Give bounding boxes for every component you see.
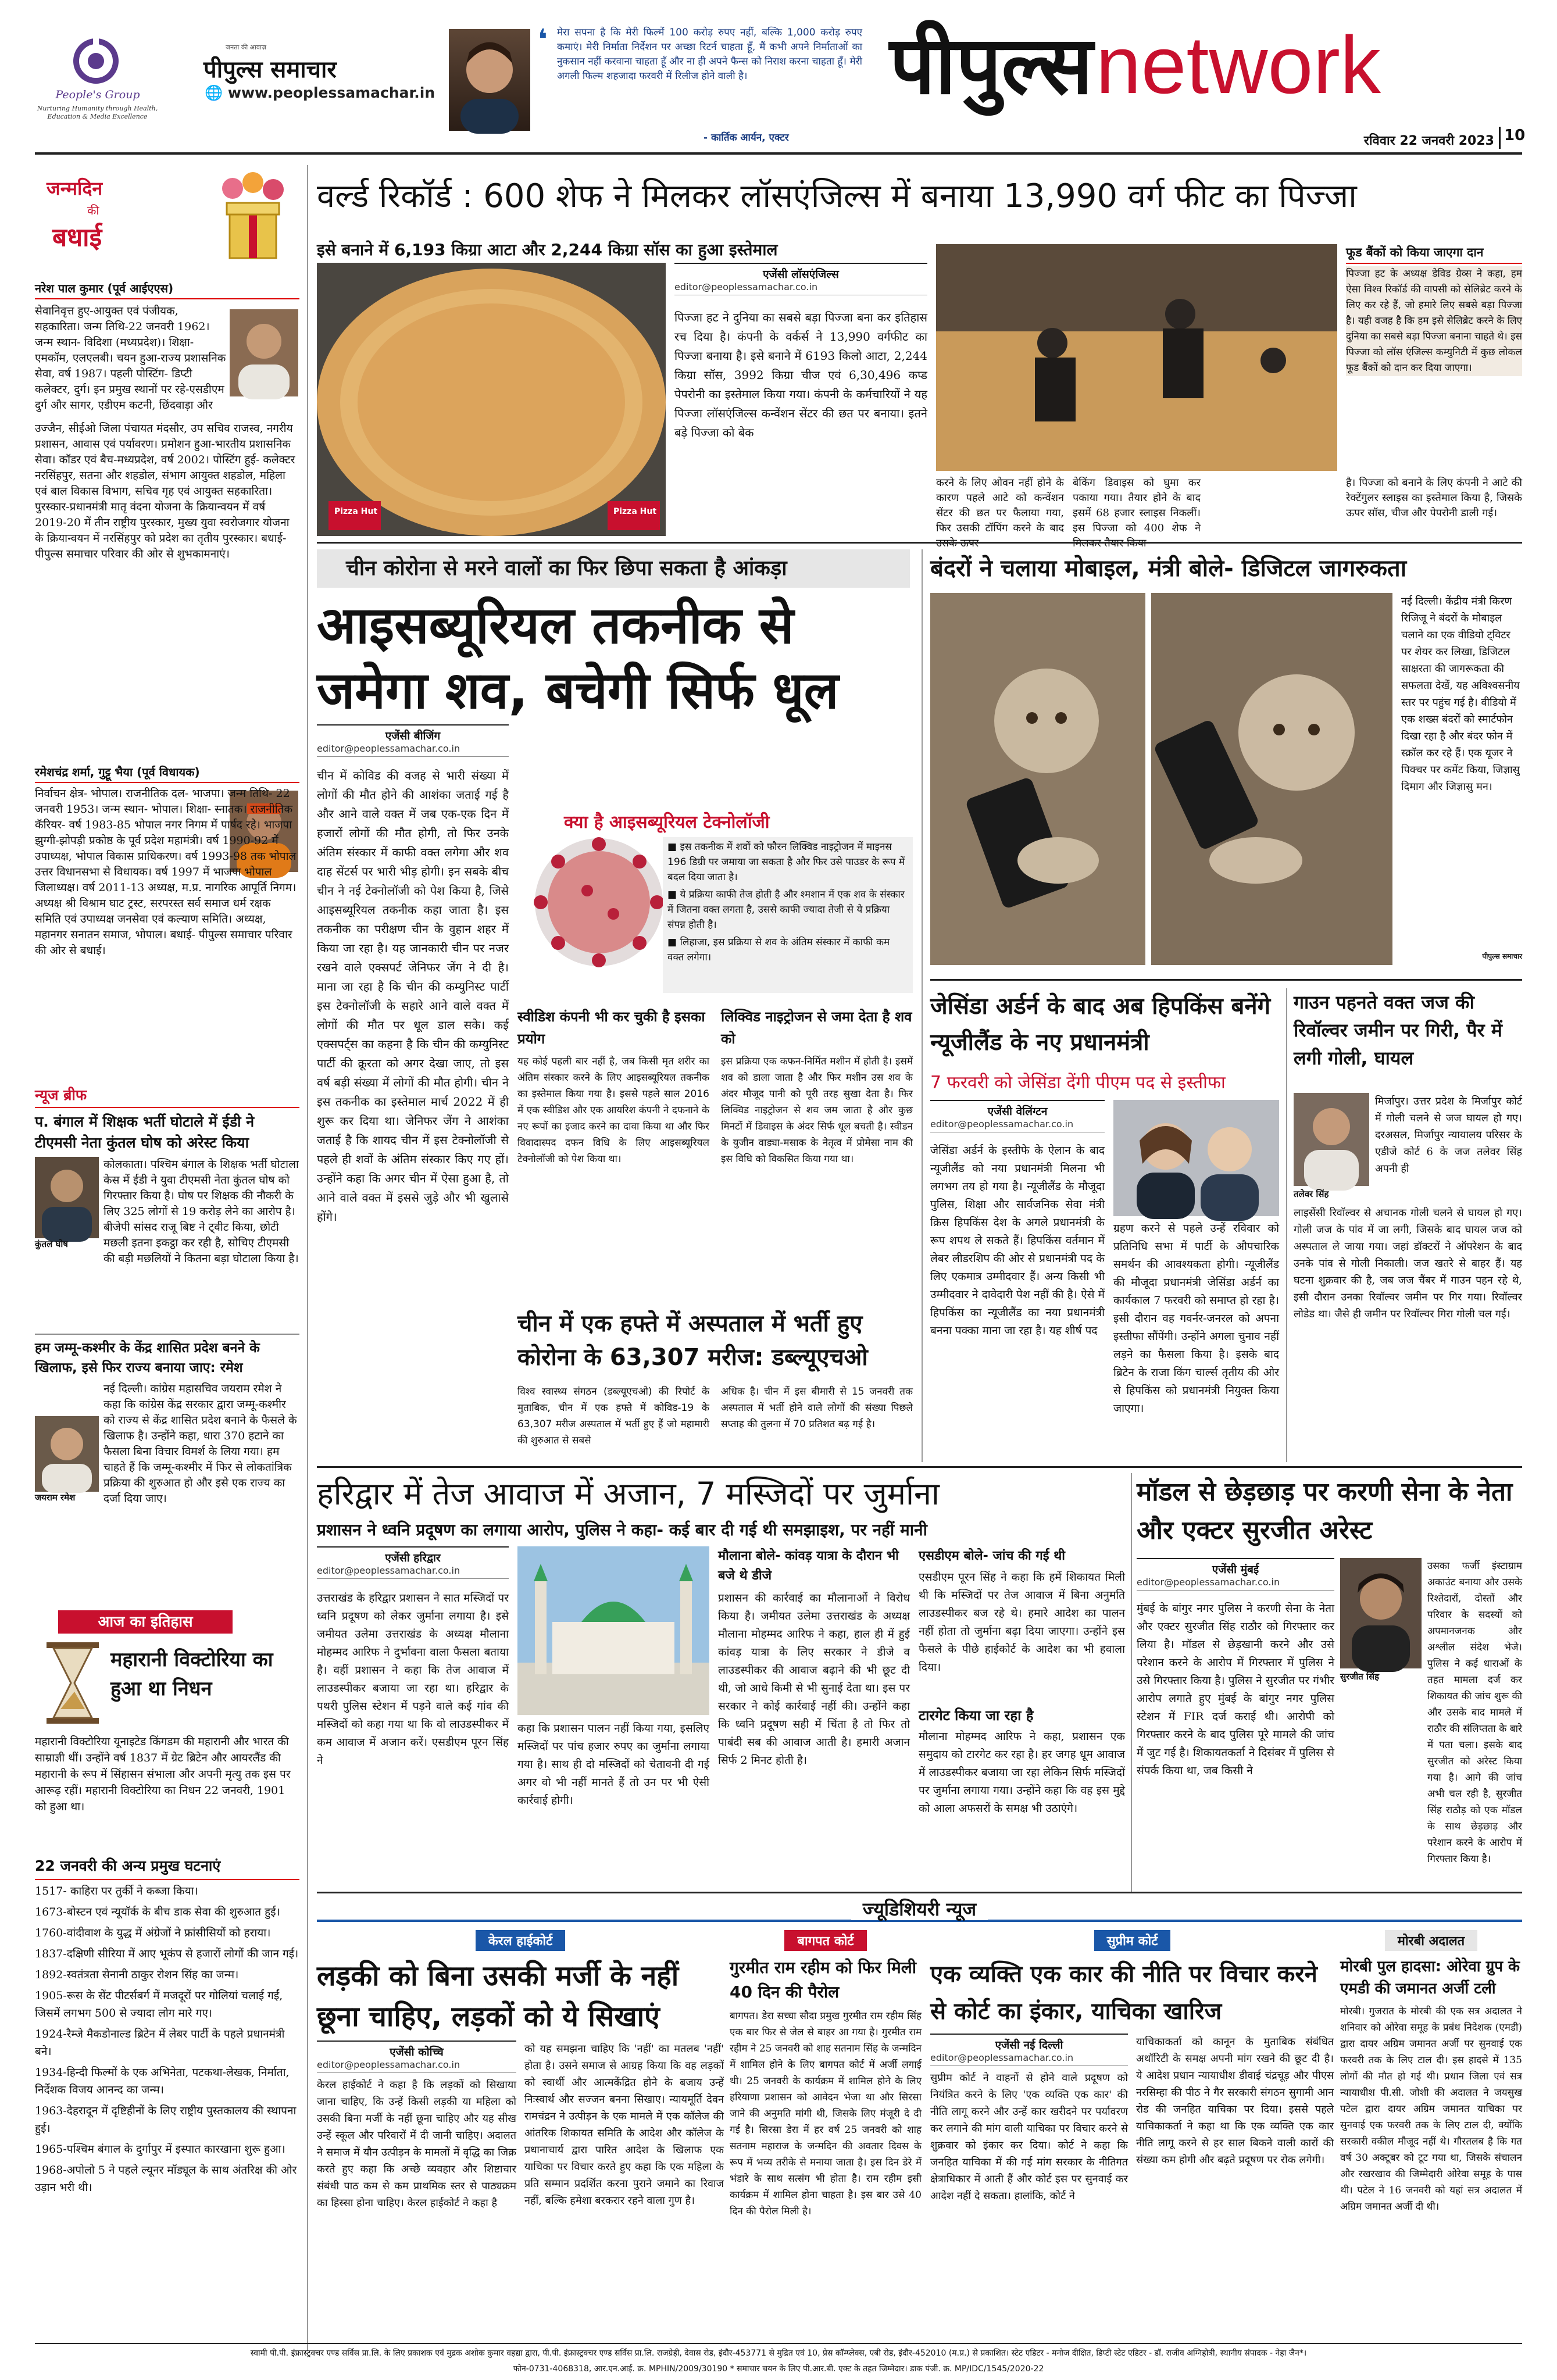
judiciary-top-rule (317, 1892, 1522, 1893)
kerala-email: editor@peoplessamachar.co.in (317, 2059, 460, 2070)
events-list (35, 1882, 299, 2347)
nz-text-1: जेसिंडा अर्डर्न के इस्तीफे के ऐलान के बाद न्यूजीलैंड को नया प्रधानमंत्री मिलना भी लगभग तय हो गया है। न्यूजीलैंड के मौजूदा पुलिस, शिक्षा और सार्वजनिक सेवा मंत्री क्रिस हिपकिंस देश के अगले प्रधानमंत्री के रूप शपथ ले सकते हैं। हिपकिंस वर्तमान में लेबर लीडरशिप की ओर से प्रधानमंत्री पद के लिए एकमात्र उम्मीदवार हैं। अन्य किसी भी उम्मीदवार ने दावेदारी पेश नहीं की है। ऐसे में हिपकिंस का न्यूजीलैंड का नया प्रधानमंत्री बनना पक्का माना जा रहा है। यह शीर्ष पद (930, 1144, 1105, 1337)
karni-byline: एजेंसी मुंबई (1212, 1563, 1259, 1576)
morbi-tag: मोरबी अदालत (1385, 1930, 1477, 1951)
nz-subhead: 7 फरवरी को जेसिंडा देंगी पीएम पद से इस्तीफा (930, 1073, 1226, 1093)
liquid-title: लिक्विड नाइट्रोजन से जमा देता है शव को (721, 1009, 912, 1047)
icebury-point-text: इस तकनीक में शवों को फौरन लिक्विड नाइट्रोजन में माइनस 196 डिग्री पर जमाया जा सकता है और फिर उसे पाउडर के रूप में बदल दिया जाता है। (667, 841, 905, 883)
kerala-columns (317, 2040, 724, 2303)
karni-text: मुंबई के बांगुर नगर पुलिस ने करणी सेना के नेता और एक्टर सुरजीत सिंह राठौर को गिरफ्तार कर लिया है। मॉडल से छेड़खानी करने और उसे परेशान करने के आरोप में गिरफ्तार में पुलिस ने उसे गिरफ्तार किया है। पुलिस ने सुरजीत पर गंभीर आरोप लगाते हुए मुंबई के बांगुर नगर पुलिस स्टेशन में FIR दर्ज कराई थी। आरोपी को गिरफ्तार करने के बाद पुलिस पूरे मामले की जांच में जुट गई है। शिकायतकर्ता ने दिसंबर में पुलिस से संपर्क किया था, जब किसी ने (1137, 1602, 1334, 1777)
supreme-email: editor@peoplessamachar.co.in (930, 2052, 1074, 2063)
news-brief-text-2: नई दिल्ली। कांग्रेस महासचिव जयराम रमेश ने कहा कि कांग्रेस केंद्र सरकार द्वारा जम्मू-कश्मीर को राज्य से केंद्र शासित प्रदेश बनाने के फैसले के खिलाफ है। उन्होंने कहा, धारा 370 हटाने का फैसला बिना विचार विमर्श के लिया गया। हम चाहते हैं कि जम्मू-कश्मीर में फिर से लोकतांत्रिक प्रक्रिया की शुरुआत हो और इसे एक राज्य का दर्जा दिया जाए। (103, 1382, 297, 1505)
event-item: 1905-रूस के सेंट पीटर्सबर्ग में मजदूरों पर गोलियां चलाई गईं, जिसमें लगभग 500 से ज्यादा लोग मारे गए। (35, 1989, 283, 2020)
event-item: 1963-देहरादून में दृष्टिहीनों के लिए राष्ट्रीय पुस्तकालय की स्थापना हुई। (35, 2104, 297, 2135)
icebury-point-text: ये प्रक्रिया काफी तेज होती है और श्मशान में एक शव के संस्कार में जितना वक्त लगता है, उससे काफी ज्यादा तेजी से ये प्रक्रिया संपन्न होती है। (667, 889, 905, 931)
actor-silhouette-icon (449, 29, 530, 131)
haridwar-text-2: कहा कि प्रशासन पालन नहीं किया गया, इसलिए मस्जिदों पर पांच हजार रुपए का जुर्माना लगाया गया है। साथ ही दो मस्जिदों को चेतावनी दी गई अगर वो भी नहीं मानते हैं तो उन पर भी ऐसी कार्रवाई होगी। (517, 1722, 709, 1807)
supreme-col-1 (930, 2034, 1128, 2302)
event-item: 1934-हिन्दी फिल्मों के एक अभिनेता, पटकथा-लेखक, निर्माता, निर्देशक विजय आनन्द का जन्म। (35, 2066, 290, 2096)
network-hindi: पीपुल्स (890, 19, 1093, 112)
event-item: 1673-बोस्टन एवं न्यूयॉर्क के बीच डाक सेवा की शुरुआत हुई। (35, 1906, 280, 1918)
icebury-point: ■ लिहाजा, इस प्रक्रिया से शव के अंतिम संस्कार में काफी कम वक्त लगेगा। (667, 937, 890, 963)
covid-text-2: अधिक है। चीन में इस बीमारी से 15 जनवरी तक अस्पताल में भर्ती होने वाले लोगों की संख्या पिछले सप्ताह की तुलना में 70 प्रतिशत बढ़ गई है। (721, 1386, 913, 1430)
kerala-headline: लड़की को बिना उसकी मर्जी के नहीं छूना चाहिए, लड़कों को ये सिखाएं (317, 1960, 679, 2033)
footer-rule (35, 2343, 1522, 2344)
sidebar-divider (307, 165, 308, 2351)
china-kicker: चीन कोरोना से मरने वालों का फिर छिपा सकता है आंकड़ा (317, 549, 910, 588)
food-bank-title: फूड बैंकों को किया जाएगा दान (1346, 244, 1522, 264)
monkey-photo-1 (930, 593, 1145, 965)
globe-icon: 🌐 (205, 84, 228, 101)
virus-icon (517, 809, 680, 993)
masthead-rule (35, 152, 1522, 155)
kerala-tag: केरल हाईकोर्ट (476, 1930, 565, 1951)
event-item: 1924-रैम्जे मैकडोनाल्ड ब्रिटेन में लेबर पार्टी के पहले प्रधानमंत्री बने। (35, 2028, 285, 2058)
news-brief-headline-2: हम जम्मू-कश्मीर के केंद्र शासित प्रदेश बनने के खिलाफ, इसे फिर राज्य बनाया जाए: रमेश (35, 1334, 299, 1378)
swedish-title: स्वीडिश कंपनी भी कर चुकी है इसका प्रयोग (517, 1009, 705, 1047)
judge-caption: तलेवर सिंह (1294, 1189, 1329, 1199)
events-title: 22 जनवरी की अन्य प्रमुख घटनाएं (35, 1856, 299, 1880)
china-right-divider (922, 549, 923, 1462)
karni-photo (1340, 1558, 1422, 1668)
nz-headline: जेसिंडा अर्डर्न के बाद अब हिपकिंस बनेंगे न्यूजीलैंड के नए प्रधानमंत्री (930, 993, 1271, 1056)
event-item: 1837-दक्षिणी सीरिया में आए भूकंप से हजारों लोगों की जान गई। (35, 1947, 299, 1960)
quote-author: - कार्तिक आर्यन, एक्टर (703, 132, 789, 144)
event-item: 1517- काहिरा पर तुर्की ने कब्जा किया। (35, 1885, 198, 1897)
pizza-byline-block (674, 263, 927, 299)
karni-caption: सुरजीत सिंह (1340, 1671, 1380, 1682)
birthday-header (35, 165, 299, 270)
network-title (890, 13, 1547, 123)
group-tagline: Nurturing Humanity through Health, Education & Media Excellence (37, 105, 158, 120)
karni-text-2: उसका फर्जी इंस्टाग्राम अकाउंट बनाया और उसके रिश्तेदारों, दोस्तों और परिवार के सदस्यों को अपमानजनक और अश्लील संदेश भेजे। पुलिस ने कई धाराओं के तहत मामला दर्ज कर शिकायत की जांच शुरू की और उसके बाद मामले में राठौर की संलिप्तता के बारे में पता चला। इसके बाद सुरजीत को अरेस्ट किया गया है। आगे की जांच अभी चल रही है, सुरजीत सिंह राठौड़ को एक मॉडल के साथ छेड़छाड़ और परेशान करने के आरोप में गिरफ्तार किया है। (1427, 1560, 1522, 1865)
karni-headline: मॉडल से छेड़छाड़ पर करणी सेना के नेता और एक्टर सुरजीत अरेस्ट (1137, 1477, 1513, 1545)
masthead (0, 0, 1557, 150)
history-box (35, 1610, 299, 2349)
supreme-headline: एक व्यक्ति एक कार की नीति पर विचार करने से कोर्ट का इंकार, याचिका खारिज (930, 1961, 1317, 2025)
nz-text-2: ग्रहण करने से पहले उन्हें रविवार को प्रतिनिधि सभा में पार्टी के औपचारिक समर्थन की आवश्यकता होगी। न्यूजीलैंड की मौजूदा प्रधानमंत्री जेसिंडा अर्डर्न का कार्यकाल 7 फरवरी को समाप्त हो रहा है। इसी दौरान वह गवर्नर-जनरल को अपना इस्तीफा सौंपेंगी। उन्होंने अगला चुनाव नहीं लड़ने का फैसला किया है। इसके बाद ब्रिटेन के राजा किंग चार्ल्स तृतीय की ओर से हिपकिंस को प्रधानमंत्री नियुक्त किया जाएगा। (1113, 1222, 1279, 1415)
icebury-point: ■ ये प्रक्रिया काफी तेज होती है और श्मशान में एक शव के संस्कार में जितना वक्त लगता है, उससे काफी ज्यादा तेजी से ये प्रक्रिया संपन्न होती है। (667, 889, 905, 931)
judge-photo (1294, 1093, 1369, 1186)
judge-text-1: मिर्जापुर। उत्तर प्रदेश के मिर्जापुर कोर्ट में गोली चलने से जज घायल हो गए। दरअसल, मिर्जापुर न्यायालय परिसर के एडीजे कोर्ट 6 के जज तलेवर सिंह अपनी ही (1375, 1095, 1522, 1175)
morbi-text: मोरबी। गुजरात के मोरबी की एक सत्र अदालत ने शनिवार को ओरेवा समूह के प्रबंध निदेशक (एमडी) द्वारा दायर अग्रिम जमानत अर्जी पर सुनवाई एक फरवरी तक के लिए टाल दी। इस हादसे में 135 लोगों की मौत हो गई थी। प्रधान जिला एवं सत्र न्यायाधीश पी.सी. जोशी की अदालत ने जयसुख पटेल द्वारा दायर अग्रिम जमानत याचिका पर सुनवाई एक फरवरी तक के लिए टाल दी, क्योंकि सरकारी वकील मौजूद नहीं थे। गौरतलब है कि गत वर्ष 30 अक्टूबर को टूट गया था, जिसके संचालन और रखरखाव की जिम्मेदारी ओरेवा समूह के पास थी। पटेल ने 16 जनवरी को यहां सत्र अदालत में अग्रिम जमानत अर्जी दी थी। (1340, 2006, 1522, 2213)
pizza-byline: एजेंसी लॉसएंजिल्स (763, 268, 839, 281)
page-number: 10 (1499, 127, 1522, 149)
haridwar-subhead: प्रशासन ने ध्वनि प्रदूषण का लगाया आरोप, पुलिस ने कहा- कई बार दी गई थी समझाइश, पर नहीं मानी (317, 1520, 927, 1539)
sdm-title: एसडीएम बोले- जांच की गई थी (919, 1549, 1065, 1563)
covid-text-1: विश्व स्वास्थ्य संगठन (डब्ल्यूएचओ) की रिपोर्ट के मुताबिक, चीन में एक हफ्ते में कोविड-19 के 63,307 मरीज अस्पताल में भर्ती हुए हैं जो महामारी की शुरुआत से सबसे (517, 1386, 709, 1446)
news-brief-item-2 (35, 1381, 299, 1541)
nz-email: editor@peoplessamachar.co.in (930, 1118, 1074, 1130)
news-brief-item-1 (35, 1157, 299, 1325)
news-brief (35, 1086, 299, 1598)
group-name: People's Group (55, 88, 140, 101)
event-item: 1760-वांदीवाश के युद्ध में अंग्रेजों ने फ्रांसीसियों को हराया। (35, 1927, 271, 1939)
judge-headline: गाउन पहनते वक्त जज की रिवॉल्वर जमीन पर गिरी, पैर में लगी गोली, घायल (1294, 991, 1502, 1069)
history-label: आज का इतिहास (58, 1610, 233, 1634)
event-item: 1965-पश्चिम बंगाल के दुर्गापुर में इस्पात कारखाना शुरू हुआ। (35, 2143, 285, 2156)
judiciary-banner-text: ज्यूडिशियरी न्यूज (851, 1898, 988, 1920)
birthday-person-1-photo (230, 309, 298, 396)
target-text: मौलाना मोहम्मद आरिफ ने कहा, प्रशासन एक समुदाय को टारगेट कर रहा है। हर जगह धूम आवाज में लाउडस्पीकर बजाया जा रहा लेकिन सिर्फ मस्जिदों पर जुर्माना लगाया गया। उन्होंने कहा कि वह इस मुद्दे को आला अफसरों के समक्ष भी उठाएंगे। (919, 1730, 1125, 1815)
date-line: रविवार 22 जनवरी 2023 (1363, 134, 1494, 148)
network-en: network (1095, 19, 1381, 110)
food-bank-box (1346, 244, 1522, 471)
quote-text: मेरा सपना है कि मेरी फिल्में 100 करोड़ रुपए नहीं, बल्कि 1,000 करोड़ रुपए कमाएं। मेरी निर्माता निर्देशन पर अच्छा रिटर्न चाहता हूँ, मैं कभी अपने निर्माताओं का नुकसान नहीं करवाना चाहता हूँ और ना ही अपने फैन्स को निराश करना चाहता हूँ। मेरी अगली फिल्म शहजादा फरवरी में रिलीज होने वाली है। (557, 27, 862, 82)
china-headline: आइसब्यूरियल तकनीक से जमेगा शव, बचेगी सिर्फ धूल (317, 595, 839, 720)
kerala-text-2: को यह समझना चाहिए कि 'नहीं' का मतलब 'नहीं' होता है। उसने समाज से आग्रह किया कि वह लड़कों को स्वार्थी और आत्मकेंद्रित होने के बजाय उन्हें निःस्वार्थ और सज्जन बनना सिखाए। न्यायमूर्ति देवन रामचंद्रन ने उत्पीड़न के एक मामले में एक कॉलेज की आंतरिक शिकायत समिति के आदेश और कॉलेज के प्रधानाचार्य द्वारा पारित आदेश के खिलाफ एक याचिका पर विचार करते हुए कहा कि एक महिला के प्रति सम्मान प्रदर्शित करना पुराने जमाने का रिवाज नहीं, बल्कि हमेशा बरकरार रहने वाला गुण है। (524, 2043, 724, 2207)
birthday-person-1-name: नरेश पाल कुमार (पूर्व आईएएस) (35, 280, 299, 299)
birthday-title-3: बधाई (52, 223, 102, 252)
kerala-col-1 (317, 2040, 516, 2303)
news-brief-caption-1: कुंतल घोष (35, 1239, 68, 1249)
birthday-box (35, 165, 299, 1060)
birthday-person-2-text: निर्वाचन क्षेत्र- भोपाल। राजनीतिक दल- भाजपा। जन्म तिथि- 22 जनवरी 1953। जन्म स्थान- भोपाल। शिक्षा- स्नातक। राजनीतिक कॅरियर- वर्ष 1983-85 भोपाल नगर निगम में पार्षद रहे। भाजपा झुग्गी-झोपड़ी प्रकोष्ठ के पूर्व प्रदेश महामंत्री। वर्ष 1990-92 में उपाध्यक्ष, भोपाल विकास प्राधिकरण। वर्ष 1993-98 तक भोपाल उत्तर विधानसभा से विधायक। वर्ष 1997 में भाजपा भोपाल जिलाध्यक्ष। वर्ष 2011-13 अध्यक्ष, म.प्र. नागरिक आपूर्ति निगम। अध्यक्ष श्री विश्राम घाट ट्रस्ट, सरपरस्त सर्व समाज धर्म रक्षक समिति एवं उपाध्यक्ष जनसेवा एवं कल्याण समिति। अध्यक्ष, महानगर सनातन समाज, भोपाल। बधाई- पीपुल्स समाचार परिवार की ओर से बधाई। (35, 787, 297, 957)
news-brief-text-1: कोलकाता। पश्चिम बंगाल के शिक्षक भर्ती घोटाला केस में ईडी ने युवा टीएमसी नेता कुंतल घोष को गिरफ्तार किया है। घोष पर शिक्षक की नौकरी के लिए 325 लोगों से 19 करोड़ लेने का आरोप है। बीजेपी सांसद राजू बिष्ट ने ट्वीट किया, छोटी मछली इतना इकट्ठा कर रही है, सोचिए टीएमसी की बड़ी मछलियों ने कितना बड़ा घोटाला किया है। (103, 1158, 299, 1265)
pizza-text-1: पिज्जा हट ने दुनिया का सबसे बड़ा पिज्जा बना कर इतिहास रच दिया है। कंपनी के वर्कर्स ने 13,990 वर्गफीट का पिज्जा बनाया है। इसे बनाने में 6193 किलो आटा, 2,244 किग्रा सॉस, 3992 किग्रा चीज एवं 6,30,496 कप्ड पेपरोनी का इस्तेमाल किया गया। कंपनी के कर्मचारियों ने यह पिज्जा लॉसएंजिल्स कन्वेंशन सेंटर की छत पर बनाया। इतने बड़े पिज्जा को बेक (674, 310, 927, 439)
supreme-tag: सुप्रीम कोर्ट (1094, 1930, 1171, 1951)
swedish-text: यह कोई पहली बार नहीं है, जब किसी मृत शरीर का अंतिम संस्कार करने के लिए आइसब्यूरियल तकनीक का इस्तेमाल किया गया है। इससे पहले साल 2016 में एक स्वीडिश और एक आयरिश कंपनी ने दफनाने के नए रूपों का इजाद करने का दावा किया था और फिर विवादास्पद दफन विधि के लिए आइसब्यूरियल टेक्नोलॉजी को पेश किया था। (517, 1056, 709, 1165)
haridwar-byline: एजेंसी हरिद्वार (385, 1552, 441, 1564)
morbi-story (1340, 1930, 1522, 2331)
samachar-url (205, 84, 437, 102)
quote-mark-icon: ❛ (538, 23, 548, 56)
history-title: महारानी विक्टोरिया का हुआ था निधन (110, 1648, 273, 1700)
news-brief-photo-1 (35, 1157, 99, 1325)
birthday-person-1-text: सेवानिवृत्त हुए-आयुक्त एवं पंजीयक, सहकारिता। जन्म तिथि-22 जनवरी 1962। जन्म स्थान- विदिशा (मध्यप्रदेश)। शिक्षा- एमकॉम, एलएलबी। चयन हुआ-राज्य प्रशासनिक सेवा, वर्ष 1987। पहली पोस्टिंग- डिप्टी कलेक्टर, दुर्ग। इन प्रमुख स्थानों पर रहे-एसडीएम दुर्ग और सागर, एडीएम कटनी, छिंदवाड़ा और (35, 305, 226, 412)
footer-imprint: स्वामी पी.पी. इंफ्रास्ट्रक्चर एण्ड सर्विस प्रा.लि. के लिए प्रकाशक एवं मुद्रक अशोक कुमार वहद्या द्वारा, पी.पी. इंफ्रास्ट्रक्चर एण्ड सर्विस प्रा.लि. राजग्रेही, देवास रोड, इंदौर-453771 से मुद्रित एवं 10, प्रेस कॉम्प्लेक्स, एबी रोड, इंदौर-452010 (म.प्र.) से प्रकाशित। स्टेट एडिटर - मनोज दीक्षित, डिप्टी स्टेट एडिटर - डॉ. राजीव अग्निहोत्री, स्थानीय संपादक - नेहा जैन*। (250, 2349, 1307, 2358)
baghpat-text: बागपत। डेरा सच्चा सौदा प्रमुख गुरमीत राम रहीम सिंह एक बार फिर से जेल से बाहर आ गया है। गुरमीत राम रहीम ने 25 जनवरी को शाह सतनाम सिंह के जन्मदिन में शामिल होने के लिए बागपत कोर्ट में अर्जी लगाई थी। 25 जनवरी के कार्यक्रम में शामिल होने के लिए हरियाणा प्रशासन को आवेदन भेजा था और सिरसा जाने की अनुमति मांगी थी, जिसके लिए मंजूरी दे दी गई है। सिरसा डेरा में हर वर्ष 25 जनवरी को शाह सतनाम महाराज के जन्मदिन की अवतार दिवस के रूप में भव्य तरीके से मनाया जाता है। इस दिन डेरे में भंडारे के साथ सत्संग भी होता है। राम रहीम इसी कार्यक्रम में शामिल होना चाहता है। इस बार उसे 40 दिन की पैरोल मिली है। (730, 2010, 922, 2217)
news-brief-photo-2 (35, 1381, 99, 1541)
nz-right-divider (1286, 988, 1287, 1462)
birthday-person-2-name: रमेशचंद्र शर्मा, गुट्टू भैया (पूर्व विधायक) (35, 764, 299, 783)
pizza-email: editor@peoplessamachar.co.in (674, 281, 818, 292)
china-email: editor@peoplessamachar.co.in (317, 743, 460, 754)
nz-leaders-photo (1113, 1100, 1279, 1216)
mid-rule (317, 1466, 1522, 1468)
hourglass-icon (41, 1639, 105, 1727)
pizza-chefs-photo (936, 244, 1337, 471)
supreme-columns (930, 2034, 1334, 2302)
covid-headline: चीन में एक हफ्ते में अस्पताल में भर्ती हुए कोरोना के 63,307 मरीज: डब्ल्यूएचओ (517, 1310, 868, 1371)
birthday-title-2: की (87, 203, 99, 217)
birthday-person-1-text-b: उज्जैन, सीईओ जिला पंचायत मंदसौर, उप सचिव राजस्व, नगरीय प्रशासन, आवास एवं पर्यावरण। प्रमोशन हुआ-भारतीय प्रशासनिक सेवा। कॉडर एवं बैच-मध्यप्रदेश, वर्ष 2002। पोस्टिंग हुई- कलेक्टर नरसिंहपुर, सतना और शहडोल, संभाग आयुक्त शहडोल, महिला एवं बाल विकास विभाग, सचिव गृह एवं आयुक्त सहकारिता। पुरस्कार-प्रधानमंत्री मातृ वंदना योजना के क्रियान्वयन में वर्ष 2019-20 में तीन राष्ट्रीय पुरस्कार, मुख्य युवा स्वरोजगार योजना के क्रियान्वयन में नरसिंहपुर को प्रदेश का तृतीय पुरस्कार। बधाई-पीपुल्स समाचार परिवार की ओर से शुभकामनाएं। (35, 422, 295, 560)
pizza-bottom-rule (317, 542, 1522, 544)
haridwar-headline: हरिद्वार में तेज आवाज में अजान, 7 मस्जिदों पर जुर्माना (317, 1475, 940, 1512)
baghpat-tag: बागपत कोर्ट (784, 1930, 866, 1951)
monkey-photo-2 (1151, 593, 1392, 965)
baghpat-headline: गुरमीत राम रहीम को फिर मिली 40 दिन की पैरोल (730, 1958, 916, 2002)
event-item: 1968-अपोलो 5 ने पहले ल्यूनर मॉड्यूल के साथ अंतरिक्ष की ओर उड़ान भरी थी। (35, 2164, 297, 2194)
haridwar-byline-block (317, 1546, 509, 1582)
china-byline-block (317, 724, 509, 760)
gift-icon (209, 171, 297, 264)
pizza-headline: वर्ल्ड रिकॉर्ड : 600 शेफ ने मिलकर लॉसएंजिल्स में बनाया 13,990 वर्ग फीट का पिज्जा (317, 177, 1357, 215)
supreme-story (930, 1930, 1334, 2331)
food-bank-text: पिज्जा हट के अध्यक्ष डेविड ग्रेव्स ने कहा, हम ऐसा विश्व रिकॉर्ड की वापसी को सेलिब्रेट करने के लिए कर रहे हैं, जो हमारे लिए सबसे बड़ा पिज्जा है। यही वजह है कि हम इसे सेलिब्रेट करने के लिए दुनिया का सबसे बड़ा पिज्जा बनाना चाहते थे। इस पिज्जा को लॉस एंजिल्स कम्युनिटी में कुछ लोकल फूड बैंकों को दान कर दिया जाएगा। (1346, 266, 1522, 376)
supreme-text-2: याचिकाकर्ता को कानून के मुताबिक संबंधित अथॉरिटी के समक्ष अपनी मांग रखने की छूट दी है। ये आदेश प्रधान न्यायाधीश डीवाई चंद्रचूड़ और पीएस नरसिम्हा की पीठ ने गैर सरकारी संगठन सुगामी आन रोड की जनहित याचिका पर दिया। इससे पहले याचिकाकर्ता ने कहा था कि एक व्यक्ति एक कार नीति लागू करने से हर साल बिकने वाली कारों की संख्या कम होगी और बढ़ते प्रदूषण पर रोक लगेगी। (1136, 2036, 1334, 2166)
haridwar-email: editor@peoplessamachar.co.in (317, 1565, 460, 1576)
monkey-text: नई दिल्ली। केंद्रीय मंत्री किरण रिजिजू ने बंदरों के मोबाइल चलाने का एक वीडियो ट्विटर पर शेयर कर लिखा, डिजिटल साक्षरता की जागरूकता की सफलता देखें, यह अविश्वसनीय स्तर पर पहुंच गई है। वीडियो में एक शख्स बंदरों को स्मार्टफोन दिखा रहा है और बंदर फोन में स्क्रॉल कर रहे हैं। एक यूजर ने पिक्चर पर कमेंट किया, जिज्ञासु दिमाग और जिज्ञासु मन। (1401, 595, 1520, 793)
sdm-text: एसडीएम पूरन सिंह ने कहा कि हमें शिकायत मिली थी कि मस्जिदों पर तेज आवाज में बिना अनुमति लाउडस्पीकर बज रहे थे। हमारे आदेश का पालन नहीं होता तो जुर्माना बढ़ा दिया जाएगा। उन्होंने इस फैसले के पीछे हाईकोर्ट के आदेश का भी हवाला दिया। (919, 1571, 1125, 1674)
pizza-text-4: है। पिज्जा को बनाने के लिए कंपनी ने आटे की रेक्टेंगुलर स्लाइस का इस्तेमाल किया है, जिसके ऊपर सॉस, चीज और पेपरोनी डाली गई। (1346, 477, 1522, 519)
supreme-byline: एजेंसी नई दिल्ली (995, 2039, 1063, 2052)
mosque-photo (517, 1546, 709, 1715)
news-brief-caption-2: जयराम रमेश (35, 1492, 76, 1503)
karni-email: editor@peoplessamachar.co.in (1137, 1577, 1280, 1588)
judge-text-2: लाइसेंसी रिवॉल्वर से अचानक गोली चलने से घायल हो गए। गोली जज के पांव में जा लगी, जिसके बाद घायल जज को अस्पताल ले जाया गया। जहां डॉक्टरों ने ऑपरेशन के बाद उनके पांव से गोली निकाली। जज खतरे से बाहर हैं। यह घटना शुक्रवार की है, जब जज चैंबर में गाउन पहन रहे थे, इसी दौरान उनका रिवॉल्वर जमीन पर गिर गया। रिवॉल्वर लोडेड था। जैसे ही जमीन पर रिवॉल्वर गिरा गोली चल गई। (1294, 1207, 1522, 1320)
samachar-small: जनता की आवाज़ (226, 44, 267, 51)
baghpat-story (730, 1930, 922, 2331)
pizza-text-2: करने के लिए ओवन नहीं होने के कारण पहले आटे को कन्वेंशन सेंटर की छत पर फैलाया गया, फिर उसकी टॉपिंग करने के बाद (936, 477, 1064, 534)
samachar-title: पीपुल्स समाचार (203, 56, 337, 83)
monkey-bottom-rule (930, 979, 1522, 981)
kerala-byline: एजेंसी कोच्चि (390, 2046, 444, 2059)
pizza-subhead: इसे बनाने में 6,193 किग्रा आटा और 2,244 किग्रा सॉस का हुआ इस्तेमाल (317, 240, 778, 259)
icebury-box-title: क्या है आइसब्यूरियल टेक्नोलॉजी (564, 812, 770, 832)
judiciary-banner (317, 1896, 1522, 1922)
supreme-text-1: सुप्रीम कोर्ट ने वाहनों से होने वाले प्रदूषण को नियंत्रित करने के लिए 'एक व्यक्ति एक कार' की नीति लागू करने और उन्हें कार खरीदने पर पर्यावरण कर लगाने की मांग वाली याचिका पर विचार करने से शुक्रवार को इंकार कर दिया। कोर्ट ने कहा कि जनहित याचिका में की गई मांग सरकार के नीतिगत क्षेत्राधिकार में आती हैं और कोर्ट इस पर सुनवाई कर आदेश नहीं दे सकता। हालांकि, कोर्ट ने (930, 2072, 1128, 2202)
morbi-headline: मोरबी पुल हादसा: ओरेवा ग्रुप के एमडी की जमानत अर्जी टली (1340, 1958, 1520, 1997)
footer-phone: फोन-0731-4068318, आर.एन.आई. क्र. MPHIN/2009/30190 * समाचार चयन के लिए पी.आर.बी. एक्ट के तहत जिम्मेदार। डाक पंजी. क्र. MP/IDC/1545/2020-22 (513, 2364, 1044, 2374)
pizza-text-3: बेकिंग डिवाइस को घुमा कर पकाया गया। तैयार होने के बाद इसमें 68 हजार स्लाइस निकलीं। इस पिज्जा को 400 शेफ ने (1073, 477, 1201, 534)
icebury-point: ■ इस तकनीक में शवों को फौरन लिक्विड नाइट्रोजन में माइनस 196 डिग्री पर जमाया जा सकता है और फिर उसे पाउडर के रूप में बदल दिया जाता है। (667, 841, 905, 883)
news-brief-headline-1: प. बंगाल में शिक्षक भर्ती घोटाले में ईडी ने टीएमसी नेता कुंतल घोष को अरेस्ट किया (35, 1113, 255, 1151)
icebury-box-points (663, 837, 913, 993)
liquid-text: इस प्रक्रिया एक कफन-निर्मित मशीन में होती है। इसमें शव को डाला जाता है और फिर मशीन उस शव के अंदर मौजूद पानी को पूरी तरह सुखा देता है। फिर लिक्विड नाइट्रोजन से शव जम जाता है और कुछ मिनटों में डिवाइस के अंदर सिर्फ धूल बचती है। स्वीडन के युजीन वाड्या-मसाक के नेतृत्व में प्रोमेसा नाम की इस विधि को विकसित किया गया था। (721, 1056, 913, 1165)
kerala-text-1: केरल हाईकोर्ट ने कहा है कि लड़कों को सिखाया जाना चाहिए, कि उन्हें किसी लड़की या महिला को उसकी बिना मर्जी के नहीं छूना चाहिए और यह सीख उन्हें स्कूल और परिवारों में दी जानी चाहिए। अदालत ने समाज में यौन उत्पीड़न के मामलों में वृद्धि का जिक्र करते हुए कहा कि अच्छे व्यवहार और शिष्टाचार संबंधी पाठ कम से कम प्राथमिक स्तर से पाठ्यक्रम का हिस्सा होना चाहिए। केरल हाईकोर्ट ने कहा है (317, 2079, 516, 2209)
samachar-url-text: www.peoplessamachar.in (227, 84, 435, 101)
icebury-box (517, 809, 913, 993)
birthday-title-1: जन्मदिन (47, 177, 103, 199)
monkey-headline: बंदरों ने चलाया मोबाइल, मंत्री बोले- डिजिटल जागरुकता (930, 555, 1407, 582)
pizza-hut-logo-left: Pizza Hut (334, 507, 378, 516)
pizza-photo (317, 263, 666, 536)
peoples-group-logo (70, 35, 122, 87)
haridwar-text-1: उत्तराखंड के हरिद्वार प्रशासन ने सात मस्जिदों पर ध्वनि प्रदूषण को लेकर जुर्माना लगाया है। इसे जमीयत उलेमा उत्तराखंड के अध्यक्ष मौलाना मोहम्मद आरिफ ने दुर्भावना वाला फैसला बताया है। वहीं प्रशासन ने कहा कि तेज आवाज में लाउडस्पीकर बजाया जा रहा था। हरिद्वार के पथरी पुलिस स्टेशन में पड़ने वाले कई गांव की मस्जिदों को कहा गया था कि वो लाउडस्पीकर में कम आवाज में अजान करें। एसडीएम पूरन सिंह ने (317, 1592, 509, 1767)
icebury-point-text: लिहाजा, इस प्रक्रिया से शव के अंतिम संस्कार में काफी कम वक्त लगेगा। (667, 937, 890, 963)
event-item: 1892-स्वतंत्रता सेनानी ठाकुर रोशन सिंह का जन्म। (35, 1968, 239, 1981)
news-brief-title: न्यूज ब्रीफ (35, 1086, 299, 1108)
china-byline: एजेंसी बीजिंग (385, 730, 441, 742)
target-title: टारगेट किया जा रहा है (919, 1707, 1034, 1724)
nz-byline: एजेंसी वेलिंग्टन (987, 1105, 1048, 1118)
haridwar-right-divider (1131, 1473, 1132, 1892)
karni-byline-block (1137, 1558, 1334, 1594)
nz-byline-block (930, 1100, 1105, 1136)
kerala-story (317, 1930, 724, 2331)
pizza-hut-logo-right: Pizza Hut (613, 507, 657, 516)
history-text: महारानी विक्टोरिया यूनाइटेड किंगडम की महारानी और भारत की साम्राज्ञी थीं। उन्होंने वर्ष 1837 में ग्रेट ब्रिटेन और आयरलैंड की महारानी के रूप में सिंहासन संभाला और अपनी मृत्यु तक इस पर आरूढ़ रहीं। महारानी विक्टोरिया का निधन 22 जनवरी, 1901 को हुआ था। (35, 1735, 291, 1813)
monkey-credit: पीपुल्स समाचार (1482, 952, 1522, 960)
actor-photo (449, 29, 530, 131)
maulana-text: प्रशासन की कार्रवाई का मौलानाओं ने विरोध किया है। जमीयत उलेमा उत्तराखंड के अध्यक्ष मौलाना मोहम्मद आरिफ ने कहा, हाल ही में हुई कांवड़ यात्रा के लिए सरकार ने डीजे व लाउडस्पीकर की आवाज बढ़ाने की भी छूट दी थी, जो आधे किमी से भी सुनाई देता था। इस पर सरकार ने कोई कार्रवाई नहीं की। उन्होंने कहा कि ध्वनि प्रदूषण सही में चिंता है तो फिर तो पाबंदी सब की आवाज आती है। हमारी अजान सिर्फ 2 मिनट होती है। (718, 1592, 910, 1767)
peoples-group-logo-icon (70, 35, 122, 87)
china-text: चीन में कोविड की वजह से भारी संख्या में लोगों की मौत होने की आशंका जताई गई है और आने वाले वक्त में जब एक-एक दिन में हजारों लोगों की मौत होगी, तो फिर उनके अंतिम संस्कार में काफी वक्त लगेगा और शव दाह सेंटर्स पर भारी भीड़ होगी। इन सबके बीच चीन ने नई टेक्नोलॉजी को पेश किया है, जिसे आइसब्यूरियल तकनीक कहा जाता है। इस तकनीक का परीक्षण चीन के वुहान शहर में किया जा रहा है। यह जानकारी चीन पर नजर रखने वाले एक्सपर्ट जेनिफर जेंग ने दी है। माना जा रहा है कि चीन की कम्युनिस्ट पार्टी इस टेक्नोलॉजी के सहारे आने वाले वक्त में लोगों की मौत पर धूल डाल सके। कई एक्सपर्ट्स का कहना है कि चीन की कम्युनिस्ट पार्टी की क्रूरता को अगर देखा जाए, तो इस वर्ष बड़ी संख्या में लोगों की मौत होगी। चीन ने इस तकनीक का इस्तेमाल मार्च 2022 में ही शुरू कर दिया था। जेनिफर जेंग ने आशंका जताई है कि शायद चीन में इस टेक्नोलॉजी से पहले ही शवों के अंतिम संस्कार किए गए हों। उन्होंने कहा कि अगर चीन में ऐसा हुआ है, तो आने वाले वक्त में इससे जुड़े और भी खुलासे होंगे। (317, 769, 509, 1224)
maulana-title: मौलाना बोले- कांवड़ यात्रा के दौरान भी बजे थे डीजे (718, 1549, 899, 1583)
